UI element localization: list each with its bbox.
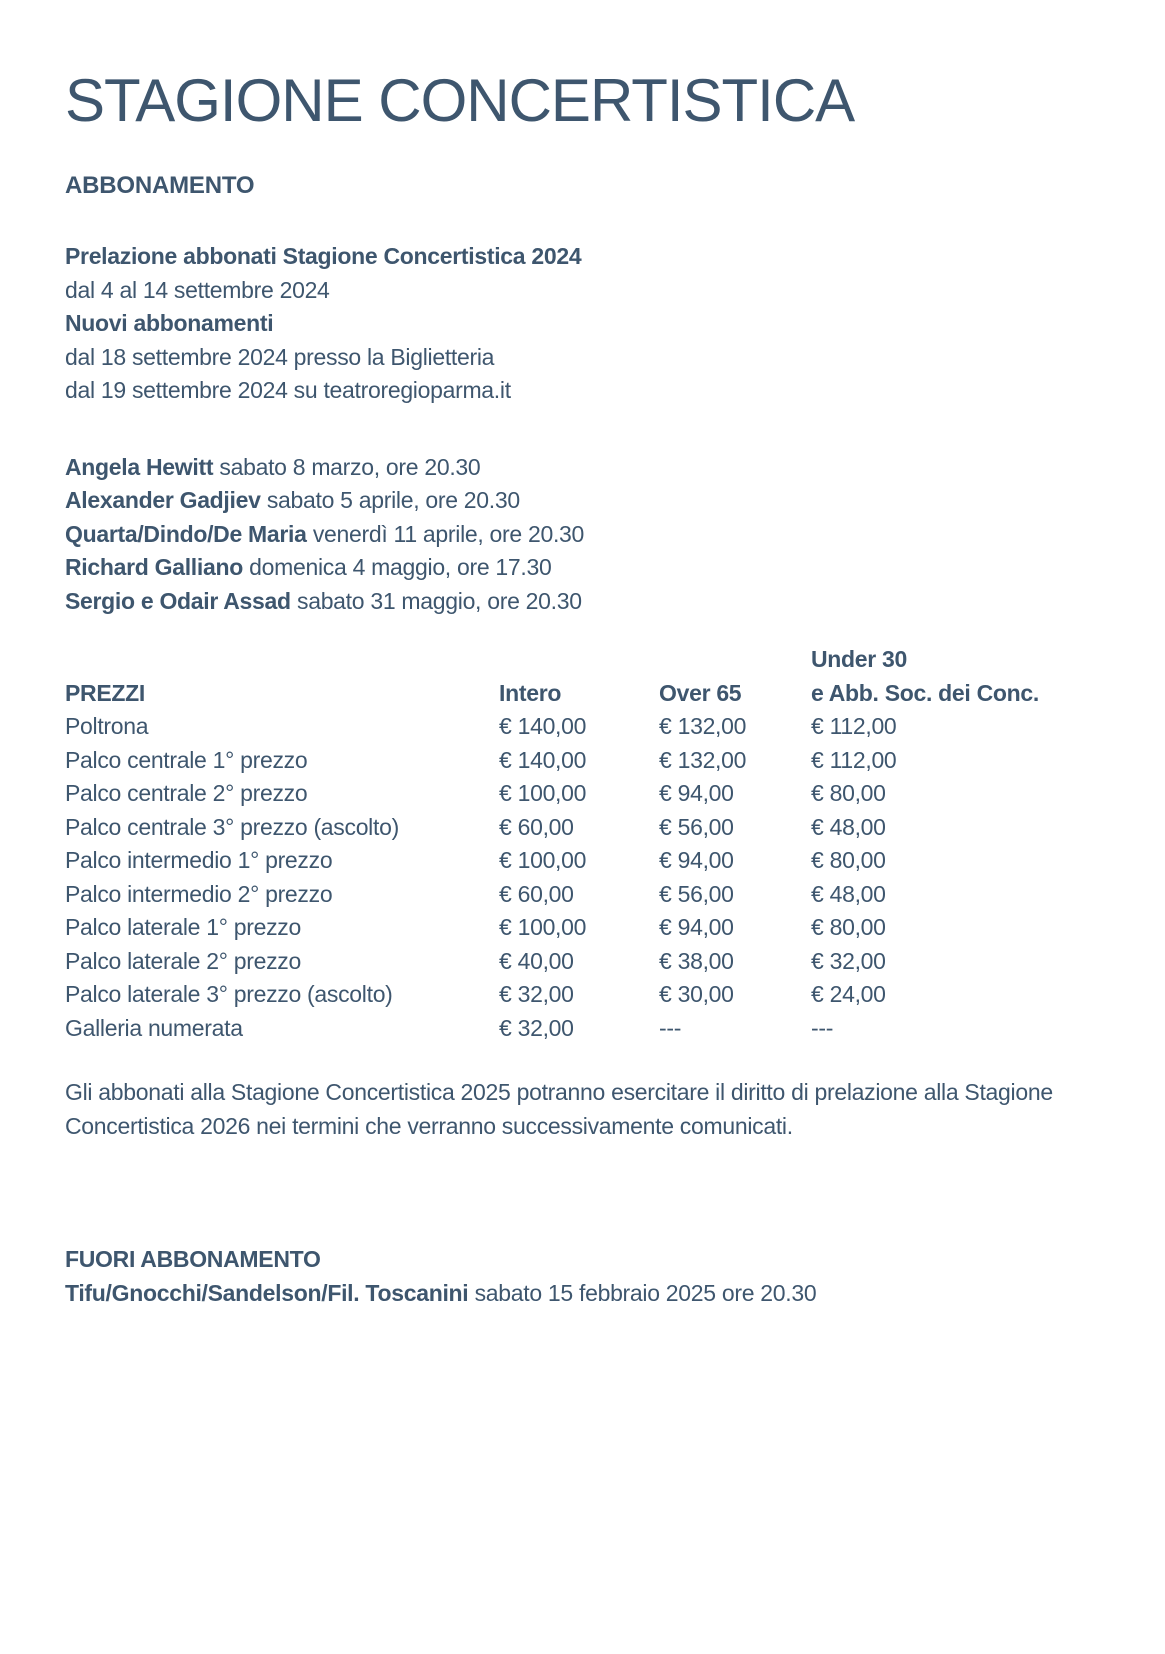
concert-artist: Alexander Gadjiev	[65, 487, 261, 513]
fuori-event-artist: Tifu/Gnocchi/Sandelson/Fil. Toscanini	[65, 1279, 469, 1306]
concert-details: sabato 31 maggio, ore 20.30	[297, 587, 582, 614]
price-under30: € 24,00	[811, 981, 886, 1007]
price-row-label: Palco centrale 2° prezzo	[65, 780, 308, 806]
price-over65: € 132,00	[659, 713, 747, 739]
price-intero: € 100,00	[499, 780, 587, 806]
price-row-label: Galleria numerata	[65, 1014, 243, 1041]
fuori-abbonamento-heading: FUORI ABBONAMENTO	[65, 1246, 321, 1272]
under30-overline: Under 30	[811, 646, 908, 672]
price-under30: € 48,00	[811, 813, 886, 840]
column-header-prezzi: PREZZI	[65, 679, 145, 706]
nuovi-abbonamenti-title-text: Nuovi abbonamenti	[65, 310, 274, 336]
price-intero: € 32,00	[499, 981, 574, 1007]
prelazione-title-text: Prelazione abbonati Stagione Concertistica 2024	[65, 243, 582, 269]
concert-item	[65, 518, 1105, 552]
concert-details: venerdì 11 aprile, ore 20.30	[312, 520, 585, 547]
nuovi-abbonamenti-line2: dal 19 settembre 2024 su teatroregioparma.it	[65, 377, 511, 403]
price-row-label: Palco centrale 1° prezzo	[65, 746, 308, 773]
empty-cell	[499, 643, 659, 677]
concert-details: sabato 8 marzo, ore 20.30	[219, 453, 481, 480]
price-over65: € 94,00	[659, 780, 734, 806]
price-over65: € 56,00	[659, 813, 734, 840]
concert-list	[65, 451, 1105, 619]
concert-details: sabato 5 aprile, ore 20.30	[266, 487, 520, 513]
price-row-label: Poltrona	[65, 713, 149, 739]
price-intero: € 60,00	[499, 813, 574, 840]
price-row-label: Palco intermedio 1° prezzo	[65, 847, 333, 873]
concert-details: domenica 4 maggio, ore 17.30	[249, 554, 552, 580]
price-row-label: Palco intermedio 2° prezzo	[65, 880, 333, 907]
price-row-label: Palco centrale 3° prezzo (ascolto)	[65, 813, 399, 840]
concert-artist: Sergio e Odair Assad	[65, 587, 291, 614]
concert-artist: Angela Hewitt	[65, 453, 214, 480]
concert-item	[65, 551, 1105, 585]
price-under30: € 80,00	[811, 780, 886, 806]
concert-item	[65, 484, 1105, 518]
price-over65: ---	[659, 1014, 682, 1041]
price-under30: € 48,00	[811, 880, 886, 907]
page-title: STAGIONE CONCERTISTICA	[65, 67, 855, 134]
price-under30: € 32,00	[811, 947, 886, 974]
price-intero: € 60,00	[499, 880, 574, 907]
price-under30: € 80,00	[811, 914, 886, 940]
price-intero: € 40,00	[499, 947, 574, 974]
price-over65: € 132,00	[659, 746, 747, 773]
price-under30: € 80,00	[811, 847, 886, 873]
nuovi-abbonamenti-line1: dal 18 settembre 2024 presso la Biglietteria	[65, 343, 495, 370]
price-under30: ---	[811, 1014, 834, 1041]
abbonamento-heading: ABBONAMENTO	[65, 172, 255, 199]
prelazione-note: Gli abbonati alla Stagione Concertistica 2025 potranno esercitare il diritto di prelazione alla Stagione Concertistica 2026 nei termini che verranno successivamente comunicati.	[65, 1079, 1053, 1139]
price-intero: € 100,00	[499, 914, 587, 940]
concert-item	[65, 451, 1105, 485]
subscription-info	[65, 240, 1105, 408]
price-over65: € 38,00	[659, 947, 734, 974]
concert-artist: Quarta/Dindo/De Maria	[65, 520, 307, 547]
price-table	[65, 643, 1070, 1045]
empty-cell	[659, 643, 811, 677]
price-row-label: Palco laterale 3° prezzo (ascolto)	[65, 981, 393, 1007]
price-under30: € 112,00	[811, 713, 897, 739]
column-header-over65: Over 65	[659, 679, 742, 706]
fuori-abbonamento-event	[65, 1277, 1105, 1311]
price-over65: € 94,00	[659, 847, 734, 873]
column-header-intero: Intero	[499, 679, 562, 706]
nuovi-abbonamenti-title	[65, 307, 1105, 341]
price-over65: € 56,00	[659, 880, 734, 907]
column-header-under30: e Abb. Soc. dei Conc.	[811, 679, 1039, 706]
price-row-label: Palco laterale 2° prezzo	[65, 947, 301, 974]
price-over65: € 30,00	[659, 981, 734, 1007]
prelazione-title	[65, 240, 1105, 274]
empty-cell	[65, 643, 499, 677]
price-row-label: Palco laterale 1° prezzo	[65, 914, 301, 940]
price-intero: € 140,00	[499, 713, 587, 739]
price-intero: € 100,00	[499, 847, 587, 873]
fuori-event-details: sabato 15 febbraio 2025 ore 20.30	[474, 1279, 817, 1306]
concert-item	[65, 585, 1105, 619]
concert-artist: Richard Galliano	[65, 554, 243, 580]
price-under30: € 112,00	[811, 746, 897, 773]
prelazione-dates: dal 4 al 14 settembre 2024	[65, 276, 330, 303]
price-intero: € 140,00	[499, 746, 587, 773]
fuori-abbonamento-section	[65, 1243, 1105, 1310]
price-over65: € 94,00	[659, 914, 734, 940]
price-intero: € 32,00	[499, 1014, 574, 1041]
